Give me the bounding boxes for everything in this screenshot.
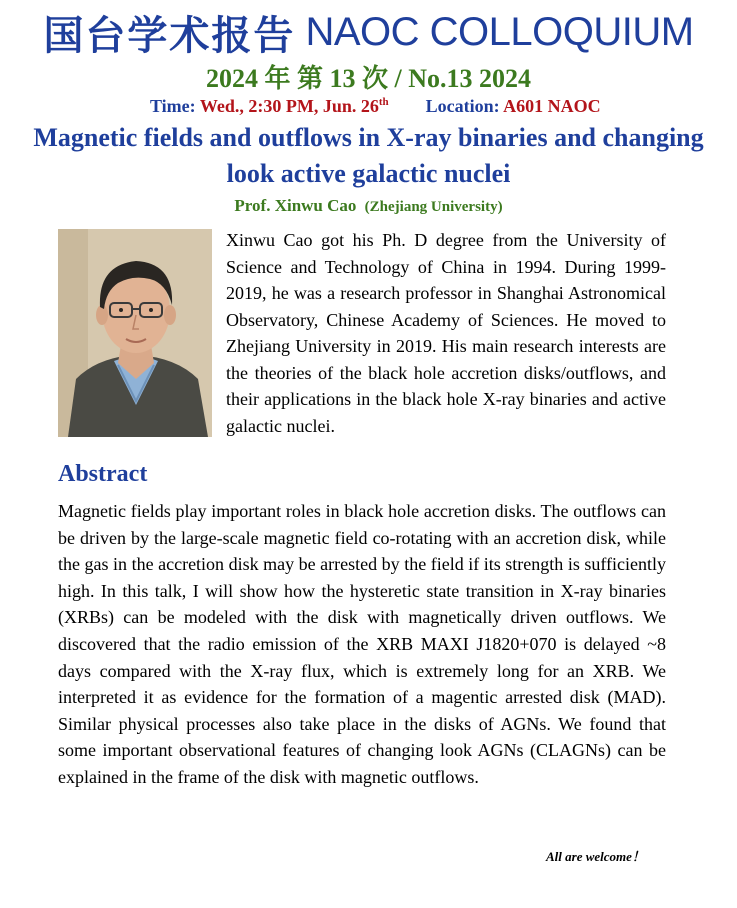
portrait-illustration: [58, 229, 212, 437]
time-ordinal-suffix: th: [378, 96, 389, 108]
time-value: Wed., 2:30 PM, Jun. 26th: [199, 96, 389, 116]
speaker-affiliation: (Zhejiang University): [364, 199, 503, 215]
header-title-chinese: 国台学术报告: [43, 13, 296, 59]
speaker-line: [0, 196, 737, 216]
abstract-body: Magnetic fields play important roles in black hole accretion disks. The outflows can be driven by the large-scale magnetic field co-rotating with an accretion disk, while the gas in the accretion disk may be arrested by the field if its strength is sufficiently high. In this talk, I will show how the hysteretic state transition in X-ray binaries (XRBs) can be modeled with the disk with magnetically driven outflows. We discovered that the radio emission of the XRB MAXI J1820+070 is delayed ~8 days compared with the X-ray flux, which is extremely long for an XRB. We interpreted it as evidence for the formation of a magentic arrested disk (MAD). Similar physical processes also take place in the disks of AGNs. We found that some important observational features of changing look AGNs (CLAGNs) can be explained in the frame of the disk with magnetic outflows.: [58, 501, 666, 787]
abstract-heading: Abstract: [58, 461, 148, 487]
colloquium-header: [0, 4, 737, 61]
talk-title: Magnetic fields and outflows in X-ray binaries and changing look active galactic nuclei: [33, 123, 704, 188]
header-title-english: NAOC COLLOQUIUM: [305, 10, 694, 54]
edition-line: 2024 年 第 13 次 / No.13 2024: [205, 64, 531, 93]
location-label: Location:: [425, 96, 500, 116]
location-value: A601 NAOC: [503, 96, 601, 116]
welcome-note: All are welcome！: [546, 849, 645, 864]
time-label: Time:: [150, 96, 196, 116]
time-location-line: [150, 96, 601, 117]
speaker-bio: Xinwu Cao got his Ph. D degree from the University of Science and Technology of China in 1994. During 1999-2019, he was a research professor in Shanghai Astronomical Observatory, Chinese Academy of Sciences. He moved to Zhejiang University in 2019. His main research interests are the theories of the black hole accretion disks/outflows, and their applications in the black hole X-ray binaries and active galactic nuclei.: [226, 230, 666, 436]
speaker-photo: [58, 229, 212, 437]
speaker-name: Prof. Xinwu Cao: [234, 196, 357, 215]
